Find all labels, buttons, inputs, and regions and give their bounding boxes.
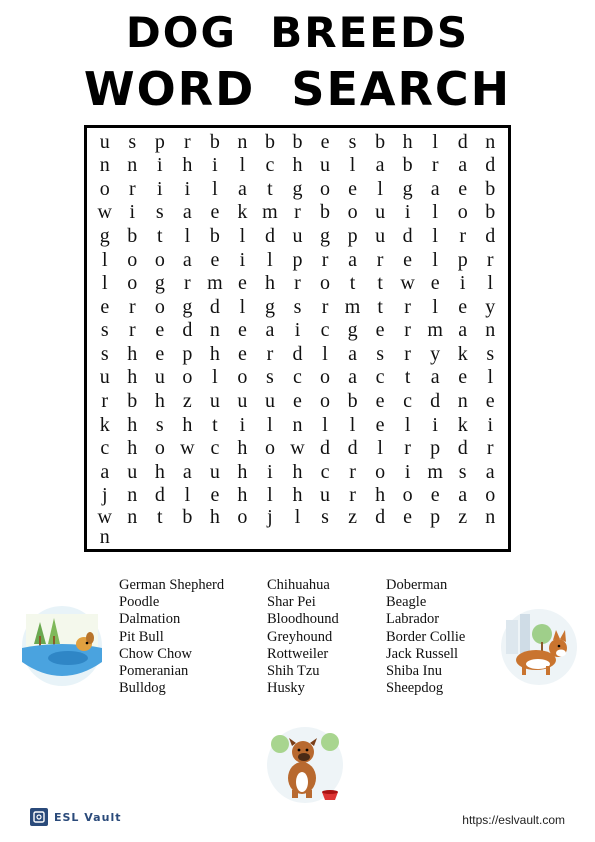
- grid-letter: s: [293, 295, 302, 318]
- grid-letter: k: [99, 413, 110, 436]
- grid-letter: w: [400, 272, 415, 295]
- title-word-word: WORD: [83, 62, 256, 116]
- grid-letter: u: [209, 460, 220, 483]
- grid-letter: o: [457, 201, 468, 224]
- grid-letter: o: [264, 437, 275, 460]
- grid-letter: t: [377, 295, 383, 318]
- grid-letter: m: [262, 201, 278, 224]
- grid-letter: w: [180, 437, 195, 460]
- grid-letter: h: [127, 342, 138, 365]
- grid-letter: p: [430, 506, 441, 528]
- grid-letter: s: [458, 460, 467, 483]
- grid-letter: d: [264, 225, 275, 248]
- grid-letter: i: [239, 248, 246, 271]
- grid-letter: l: [239, 225, 246, 248]
- swimming-dog-illustration: [20, 600, 104, 688]
- grid-letter: a: [348, 248, 357, 271]
- grid-letter: r: [266, 342, 274, 365]
- grid-letter: h: [292, 154, 303, 177]
- grid-letter: h: [209, 342, 220, 365]
- grid-letter: c: [293, 366, 302, 389]
- grid-letter: p: [430, 437, 441, 460]
- grid-letter: l: [267, 413, 273, 436]
- grid-letter: h: [182, 154, 193, 177]
- grid-letter: r: [349, 460, 356, 483]
- grid-letter: w: [97, 201, 112, 224]
- word-list-item: Doberman: [386, 577, 448, 593]
- grid-letter: i: [157, 177, 163, 200]
- grid-letter: l: [184, 225, 191, 248]
- grid-letter: u: [375, 225, 386, 248]
- grid-letter: u: [99, 130, 110, 153]
- word-list-item: Chow Chow: [119, 645, 192, 662]
- grid-letter: o: [320, 272, 331, 295]
- grid-letter: b: [127, 389, 138, 412]
- grid-letter: d: [375, 506, 386, 528]
- word-list-column-2: [267, 577, 339, 697]
- grid-letter: m: [344, 295, 361, 318]
- grid-letter: s: [100, 319, 109, 342]
- grid-letter: o: [154, 248, 165, 271]
- grid-letter: l: [101, 272, 108, 295]
- grid-letter: r: [101, 389, 109, 412]
- grid-letter: b: [485, 201, 496, 224]
- grid-letter: g: [154, 272, 165, 295]
- grid-letter: e: [375, 319, 385, 342]
- grid-letter: b: [347, 389, 358, 412]
- grid-letter: r: [294, 272, 301, 295]
- grid-letter: i: [184, 177, 191, 200]
- grid-letter: p: [347, 225, 358, 248]
- grid-letter: u: [320, 484, 331, 507]
- grid-letter: b: [209, 130, 220, 153]
- grid-letter: r: [128, 295, 136, 318]
- grid-letter: t: [267, 177, 273, 200]
- grid-letter: l: [212, 177, 218, 200]
- grid-letter: d: [154, 484, 165, 507]
- grid-letter: o: [127, 248, 138, 271]
- word-list-item: Bloodhound: [267, 611, 339, 628]
- grid-letter: n: [485, 506, 496, 528]
- corgi-illustration: [498, 606, 580, 688]
- grid-letter: r: [349, 484, 356, 507]
- word-list-item: Rottweiler: [267, 645, 329, 662]
- grid-letter: d: [430, 389, 441, 412]
- grid-letter: i: [267, 460, 273, 483]
- word-list-item: Pomeranian: [119, 663, 189, 680]
- grid-letter: j: [101, 484, 108, 507]
- grid-letter: e: [403, 248, 413, 271]
- grid-letter: u: [237, 389, 248, 412]
- grid-letter: e: [403, 506, 413, 528]
- word-list-item: Jack Russell: [386, 645, 459, 662]
- footer-url[interactable]: https://eslvault.com: [462, 813, 565, 827]
- word-list-item: Pit Bull: [119, 628, 164, 645]
- grid-letter: u: [375, 201, 386, 224]
- grid-letter: a: [265, 319, 275, 342]
- grid-letter: l: [267, 248, 273, 271]
- grid-letter: u: [264, 389, 275, 412]
- grid-letter: r: [431, 154, 439, 177]
- grid-letter: m: [207, 272, 223, 295]
- grid-letter: l: [212, 366, 218, 389]
- grid-letter: h: [292, 460, 303, 483]
- grid-letter: u: [320, 154, 331, 177]
- grid-letter: l: [432, 248, 438, 271]
- grid-letter: n: [99, 154, 110, 177]
- grid-letter: z: [182, 389, 192, 412]
- grid-letter: s: [486, 342, 495, 365]
- grid-letter: e: [237, 342, 247, 365]
- grid-letter: u: [154, 366, 165, 389]
- grid-letter: b: [182, 506, 193, 528]
- grid-letter: o: [99, 177, 110, 200]
- grid-letter: b: [127, 225, 138, 248]
- grid-letter: n: [485, 130, 496, 153]
- grid-letter: c: [375, 366, 385, 389]
- grid-letter: e: [155, 319, 165, 342]
- grid-letter: a: [182, 248, 192, 271]
- grid-letter: e: [458, 177, 468, 200]
- grid-letter: i: [129, 201, 136, 224]
- grid-letter: a: [375, 154, 385, 177]
- grid-letter: c: [210, 437, 220, 460]
- grid-letter: r: [128, 319, 136, 342]
- grid-letter: d: [485, 154, 496, 177]
- grid-letter: g: [347, 319, 358, 342]
- grid-letter: h: [402, 130, 413, 153]
- grid-letter: l: [239, 295, 246, 318]
- grid-letter: b: [320, 201, 331, 224]
- grid-letter: o: [154, 295, 165, 318]
- title-line-1: [0, 8, 595, 57]
- grid-letter: l: [294, 506, 301, 528]
- grid-letter: r: [404, 319, 411, 342]
- grid-letter: h: [154, 460, 165, 483]
- grid-letter: l: [322, 342, 328, 365]
- grid-letter: r: [486, 248, 494, 271]
- word-list-column-3: [386, 577, 465, 697]
- grid-letter: u: [292, 225, 303, 248]
- grid-letter: s: [155, 201, 164, 224]
- grid-letter: g: [320, 225, 331, 248]
- grid-letter: n: [457, 389, 468, 412]
- word-list-item: Poodle: [119, 594, 160, 611]
- grid-letter: b: [209, 225, 220, 248]
- grid-letter: e: [237, 319, 247, 342]
- grid-letter: g: [264, 295, 275, 318]
- grid-letter: e: [348, 177, 357, 200]
- grid-letter: h: [292, 484, 303, 507]
- grid-letter: l: [432, 201, 438, 224]
- grid-letter: c: [265, 154, 275, 177]
- grid-letter: u: [127, 460, 138, 483]
- grid-letter: b: [375, 130, 386, 153]
- grid-letter: o: [320, 366, 331, 389]
- grid-letter: k: [457, 413, 468, 436]
- grid-letter: e: [485, 389, 495, 412]
- grid-letter: o: [154, 437, 165, 460]
- grid-letter: j: [267, 506, 273, 528]
- grid-letter: w: [290, 437, 305, 460]
- grid-letter: l: [267, 484, 273, 507]
- word-list-item: Beagle: [386, 594, 427, 611]
- grid-letter: u: [99, 366, 110, 389]
- grid-letter: g: [292, 177, 303, 200]
- grid-letter: b: [402, 154, 413, 177]
- word-list-column-1: [119, 577, 224, 697]
- grid-letter: g: [99, 225, 110, 248]
- grid-letter: h: [182, 413, 193, 436]
- grid-letter: t: [404, 366, 411, 389]
- grid-letter: d: [209, 295, 220, 318]
- grid-letter: a: [430, 366, 440, 389]
- grid-letter: d: [292, 342, 303, 365]
- grid-letter: d: [457, 437, 468, 460]
- grid-letter: l: [377, 177, 383, 200]
- grid-letter: t: [212, 413, 218, 436]
- grid-letter: e: [320, 130, 330, 153]
- word-list-item: Chihuahua: [267, 577, 330, 593]
- grid-letter: d: [347, 437, 358, 460]
- word-list-item: Bulldog: [119, 680, 166, 697]
- grid-letter: e: [210, 201, 220, 224]
- grid-letter: s: [266, 366, 274, 389]
- grid-letter: i: [432, 413, 438, 436]
- grid-letter: l: [349, 154, 356, 177]
- grid-letter: n: [127, 154, 138, 177]
- grid-letter: s: [128, 130, 137, 153]
- grid-letter: p: [292, 248, 303, 271]
- grid-letter: e: [210, 484, 220, 507]
- grid-letter: o: [127, 272, 138, 295]
- word-list-item: Dalmation: [119, 611, 181, 628]
- grid-letter: h: [237, 484, 248, 507]
- word-list-item: Shih Tzu: [267, 663, 320, 680]
- grid-letter: n: [209, 319, 220, 342]
- grid-letter: h: [127, 413, 138, 436]
- grid-letter: a: [100, 460, 110, 483]
- title-word-search: SEARCH: [291, 62, 512, 116]
- grid-letter: h: [237, 437, 248, 460]
- grid-letter: l: [349, 413, 356, 436]
- grid-letter: d: [320, 437, 331, 460]
- grid-letter: z: [348, 506, 357, 528]
- grid-letter: n: [99, 526, 110, 548]
- word-list-item: Husky: [267, 680, 305, 697]
- grid-letter: b: [485, 177, 496, 200]
- grid-letter: a: [458, 484, 468, 507]
- grid-letter: r: [184, 130, 191, 153]
- grid-letter: l: [432, 225, 438, 248]
- grid-letter: k: [237, 201, 248, 224]
- word-list-item: Sheepdog: [386, 680, 444, 697]
- grid-letter: d: [182, 319, 193, 342]
- grid-letter: r: [404, 342, 411, 365]
- grid-letter: e: [458, 295, 468, 318]
- grid-letter: l: [239, 154, 246, 177]
- grid-letter: p: [182, 342, 193, 365]
- grid-letter: s: [155, 413, 164, 436]
- grid-letter: g: [402, 177, 413, 200]
- grid-letter: e: [430, 484, 440, 507]
- grid-letter: c: [320, 460, 330, 483]
- grid-letter: t: [377, 272, 383, 295]
- word-list-item: Labrador: [386, 611, 440, 628]
- grid-letter: e: [430, 272, 440, 295]
- grid-letter: b: [264, 130, 275, 153]
- logo-text: ESL Vault: [54, 810, 122, 824]
- grid-letter: a: [182, 460, 192, 483]
- grid-letter: e: [375, 413, 385, 436]
- grid-letter: w: [97, 506, 112, 528]
- grid-letter: o: [485, 484, 496, 507]
- grid-letter: i: [487, 413, 493, 436]
- grid-letter: z: [458, 506, 468, 528]
- grid-letter: e: [293, 389, 302, 412]
- grid-letter: l: [377, 437, 383, 460]
- grid-letter: a: [485, 460, 495, 483]
- grid-letter: r: [459, 225, 467, 248]
- esl-vault-logo-icon: [30, 808, 48, 826]
- grid-letter: a: [458, 319, 468, 342]
- grid-letter: u: [209, 389, 220, 412]
- grid-letter: l: [322, 413, 328, 436]
- grid-letter: m: [427, 319, 443, 342]
- grid-letter: i: [294, 319, 301, 342]
- grid-letter: r: [321, 248, 329, 271]
- grid-letter: e: [375, 389, 385, 412]
- grid-letter: o: [182, 366, 193, 389]
- title-line-2: [0, 62, 595, 116]
- grid-letter: o: [320, 177, 331, 200]
- grid-letter: o: [402, 484, 413, 507]
- grid-letter: p: [154, 130, 165, 153]
- grid-letter: c: [320, 319, 330, 342]
- word-list-item: Shar Pei: [267, 594, 316, 611]
- grid-letter: h: [154, 389, 165, 412]
- grid-letter: s: [321, 506, 329, 528]
- grid-letter: c: [100, 437, 110, 460]
- grid-letter: g: [182, 295, 193, 318]
- boxer-dog-illustration: [262, 722, 348, 808]
- grid-letter: c: [403, 389, 413, 412]
- grid-letter: r: [184, 272, 191, 295]
- grid-letter: n: [127, 506, 138, 528]
- grid-letter: s: [100, 342, 109, 365]
- grid-letter: o: [375, 460, 386, 483]
- grid-letter: i: [157, 154, 163, 177]
- grid-letter: n: [237, 130, 248, 153]
- grid-letter: r: [404, 437, 411, 460]
- grid-letter: d: [457, 130, 468, 153]
- grid-letter: e: [210, 248, 220, 271]
- title-word-dog: DOG: [125, 8, 237, 57]
- grid-letter: e: [458, 366, 468, 389]
- grid-letter: k: [457, 342, 468, 365]
- esl-vault-logo: [30, 808, 121, 826]
- grid-letter: r: [128, 177, 136, 200]
- grid-letter: l: [432, 295, 438, 318]
- grid-letter: l: [404, 413, 411, 436]
- grid-letter: l: [487, 366, 493, 389]
- word-search-grid: [84, 125, 511, 552]
- word-list-item: Shiba Inu: [386, 663, 442, 680]
- grid-letter: y: [430, 342, 441, 365]
- grid-letter: a: [458, 154, 468, 177]
- grid-letter: t: [349, 272, 356, 295]
- grid-letter: p: [457, 248, 468, 271]
- grid-letter: o: [237, 506, 248, 528]
- grid-letter: d: [402, 225, 413, 248]
- grid-letter: n: [127, 484, 138, 507]
- grid-letter: a: [348, 342, 357, 365]
- grid-letter: n: [292, 413, 303, 436]
- title-word-breeds: BREEDS: [270, 8, 470, 57]
- grid-letter: a: [348, 366, 357, 389]
- word-list-item: Greyhound: [267, 628, 333, 645]
- grid-letter: h: [237, 460, 248, 483]
- grid-letter: b: [292, 130, 303, 153]
- grid-letter: l: [101, 248, 108, 271]
- grid-letter: l: [432, 130, 438, 153]
- grid-letter: h: [375, 484, 386, 507]
- grid-letter: r: [294, 201, 301, 224]
- grid-letter: s: [348, 130, 357, 153]
- grid-letter: i: [212, 154, 218, 177]
- grid-letter: d: [485, 225, 496, 248]
- grid-letter: r: [404, 295, 411, 318]
- grid-letter: l: [487, 272, 493, 295]
- grid-letter: r: [486, 437, 494, 460]
- word-list-item: German Shepherd: [119, 577, 225, 593]
- grid-letter: y: [485, 295, 496, 318]
- grid-letter: t: [157, 506, 163, 528]
- grid-letter: l: [184, 484, 191, 507]
- grid-letter: o: [237, 366, 248, 389]
- grid-letter: a: [182, 201, 192, 224]
- grid-letter: o: [347, 201, 358, 224]
- grid-letter: s: [376, 342, 384, 365]
- word-list-item: Border Collie: [386, 628, 466, 645]
- grid-letter: m: [427, 460, 443, 483]
- grid-letter: i: [459, 272, 466, 295]
- grid-letter: r: [376, 248, 384, 271]
- grid-letter: h: [264, 272, 275, 295]
- grid-letter: e: [100, 295, 110, 318]
- grid-letter: e: [237, 272, 247, 295]
- grid-letter: i: [239, 413, 246, 436]
- grid-letter: a: [237, 177, 247, 200]
- grid-letter: a: [430, 177, 440, 200]
- grid-letter: n: [485, 319, 496, 342]
- grid-letter: o: [320, 389, 331, 412]
- grid-letter: h: [127, 366, 138, 389]
- grid-letter: h: [127, 437, 138, 460]
- grid-letter: t: [157, 225, 163, 248]
- grid-letter: i: [404, 201, 411, 224]
- grid-letter: e: [155, 342, 165, 365]
- grid-letter: r: [321, 295, 329, 318]
- grid-letter: i: [404, 460, 411, 483]
- grid-letter: h: [209, 506, 220, 528]
